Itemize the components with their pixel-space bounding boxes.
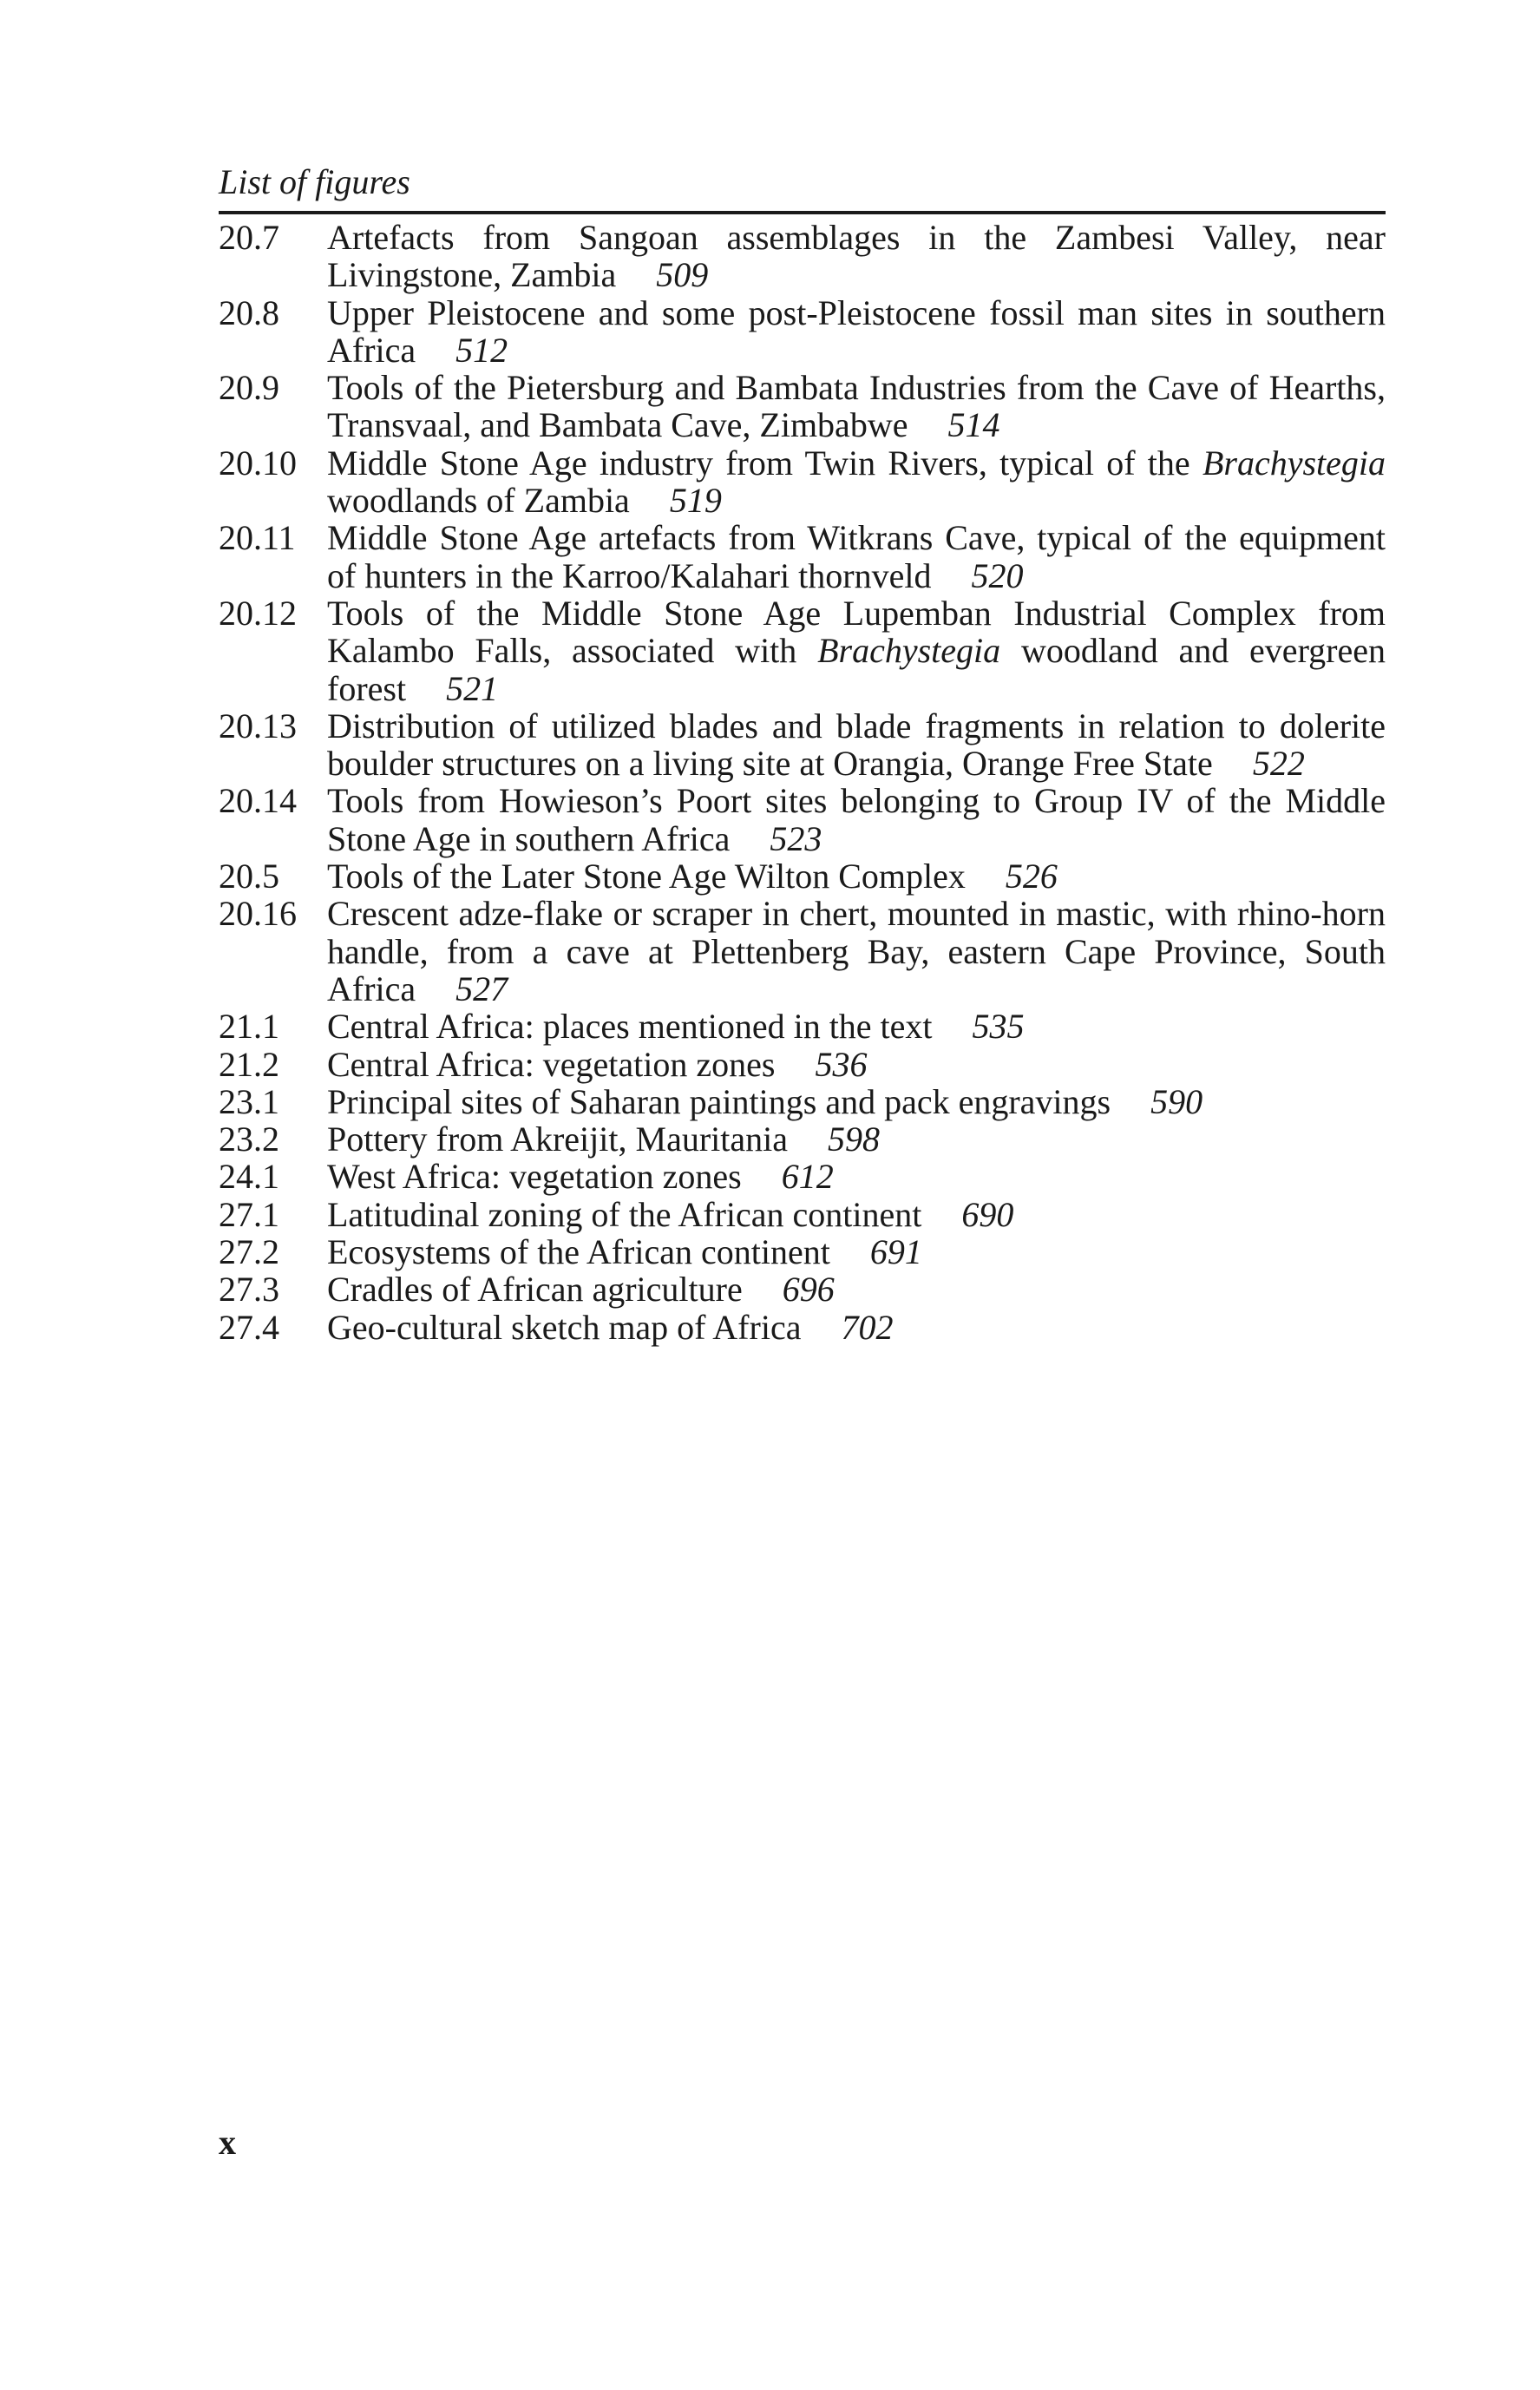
figure-entry: [219, 219, 1386, 294]
page-number: 598: [828, 1119, 880, 1159]
figure-caption: [327, 444, 1386, 520]
caption-text: Geo-cultural sketch map of Africa: [327, 1307, 802, 1347]
page-number: 509: [656, 255, 709, 295]
figure-number: 20.16: [219, 894, 297, 934]
running-header: List of figures: [219, 162, 410, 201]
figure-caption: [327, 1158, 1386, 1195]
page-number: 519: [669, 481, 722, 521]
figure-caption: [327, 1271, 1386, 1308]
page-number: 512: [455, 330, 508, 370]
figure-entry: [219, 1120, 1386, 1158]
page-number: 527: [455, 968, 508, 1008]
figure-number: 20.7: [219, 218, 279, 257]
caption-text: Pottery from Akreijit, Mauritania: [327, 1119, 788, 1159]
figure-caption: [327, 1008, 1386, 1045]
page-number: 523: [770, 818, 822, 858]
figure-caption: [327, 1120, 1386, 1158]
page-folio: x: [219, 2123, 236, 2162]
caption-text: woodlands of Zambia: [327, 481, 630, 521]
header-rule: [219, 211, 1386, 214]
figure-entry: [219, 1158, 1386, 1195]
caption-text: Ecosystems of the African continent: [327, 1232, 830, 1272]
figure-entry: [219, 1196, 1386, 1233]
figure-number: 27.3: [219, 1270, 279, 1310]
figure-caption: [327, 294, 1386, 370]
caption-text: Tools of the Pietersburg and Bambata Industries from the Cave of Hearths, Transvaal, and Bambata Cave, Zimbabwe: [327, 368, 1386, 445]
page-number: 691: [869, 1232, 922, 1272]
page-number: 696: [782, 1270, 835, 1310]
caption-text: West Africa: vegetation zones: [327, 1157, 742, 1197]
figure-entry: [219, 1271, 1386, 1308]
figure-caption: [327, 1196, 1386, 1233]
figure-number: 23.1: [219, 1081, 279, 1121]
figure-entry: [219, 594, 1386, 707]
figure-entry: [219, 1046, 1386, 1083]
caption-text: Central Africa: places mentioned in the text: [327, 1007, 933, 1047]
figure-number: 20.14: [219, 781, 297, 821]
figure-entry: [219, 294, 1386, 370]
figure-caption: [327, 895, 1386, 1008]
caption-text: Crescent adze-flake or scraper in chert, mounted in mastic, with rhino-horn handle, from a cave at Plettenberg Bay, eastern Cape Province, South Africa: [327, 894, 1386, 1008]
caption-text: Cradles of African agriculture: [327, 1270, 743, 1310]
figure-caption: [327, 1083, 1386, 1120]
figure-list: [219, 219, 1386, 1346]
figure-number: 20.9: [219, 368, 279, 408]
italic-term: Brachystegia: [1202, 443, 1386, 483]
figure-number: 24.1: [219, 1157, 279, 1197]
figure-entry: [219, 857, 1386, 895]
figure-number: 20.13: [219, 706, 297, 745]
figure-number: 27.4: [219, 1307, 279, 1347]
figure-caption: [327, 857, 1386, 895]
figure-caption: [327, 782, 1386, 857]
figure-number: 23.2: [219, 1119, 279, 1159]
figure-entry: [219, 1233, 1386, 1271]
figure-caption: [327, 369, 1386, 444]
page-number: 702: [841, 1307, 894, 1347]
figure-entry: [219, 1309, 1386, 1346]
figure-caption: [327, 519, 1386, 594]
figure-entry: [219, 519, 1386, 594]
page-number: 526: [1005, 857, 1058, 896]
page-number: 590: [1150, 1081, 1203, 1121]
figure-number: 21.1: [219, 1007, 279, 1047]
caption-text: Tools of the Later Stone Age Wilton Complex: [327, 857, 966, 896]
figure-number: 20.11: [219, 518, 296, 558]
figure-number: 21.2: [219, 1044, 279, 1084]
page-number: 536: [815, 1044, 868, 1084]
figure-number: 20.8: [219, 292, 279, 332]
figure-entry: [219, 895, 1386, 1008]
caption-text: Tools from Howieson’s Poort sites belonging to Group IV of the Middle Stone Age in southern Africa: [327, 781, 1386, 858]
caption-text: Principal sites of Saharan paintings and pack engravings: [327, 1081, 1111, 1121]
caption-text: Central Africa: vegetation zones: [327, 1044, 776, 1084]
page-number: 522: [1252, 744, 1305, 784]
page-number: 612: [781, 1157, 834, 1197]
page-number: 690: [961, 1194, 1014, 1234]
caption-text: Artefacts from Sangoan assemblages in the Zambesi Valley, near Livingstone, Zambia: [327, 218, 1386, 295]
figure-entry: [219, 782, 1386, 857]
figure-entry: [219, 444, 1386, 520]
italic-term: Brachystegia: [817, 631, 1001, 671]
caption-text: Upper Pleistocene and some post-Pleistocene fossil man sites in southern Africa: [327, 292, 1386, 370]
figure-number: 27.1: [219, 1194, 279, 1234]
figure-caption: [327, 1046, 1386, 1083]
figure-entry: [219, 369, 1386, 444]
figure-entry: [219, 1008, 1386, 1045]
figure-number: 20.12: [219, 593, 297, 633]
page-number: 521: [446, 668, 499, 708]
caption-text: woodland and evergreen forest: [327, 631, 1386, 708]
caption-text: Middle Stone Age industry from Twin Rivers, typical of the: [327, 443, 1203, 483]
page-number: 514: [947, 405, 1000, 445]
page-number: 520: [971, 555, 1024, 595]
figure-entry: [219, 707, 1386, 783]
figure-caption: [327, 707, 1386, 783]
figure-caption: [327, 594, 1386, 707]
caption-text: Latitudinal zoning of the African continent: [327, 1194, 922, 1234]
figure-number: 20.10: [219, 443, 297, 483]
figure-entry: [219, 1083, 1386, 1120]
figure-number: 27.2: [219, 1232, 279, 1272]
figure-caption: [327, 1233, 1386, 1271]
caption-text: Middle Stone Age artefacts from Witkrans Cave, typical of the equipment of hunters in the Karroo/Kalahari thornveld: [327, 518, 1386, 595]
figure-caption: [327, 219, 1386, 294]
page-number: 535: [972, 1007, 1025, 1047]
caption-text: Distribution of utilized blades and blade fragments in relation to dolerite boulder structures on a living site at Orangia, Orange Free State: [327, 706, 1386, 784]
figure-number: 20.5: [219, 857, 279, 896]
figure-caption: [327, 1309, 1386, 1346]
caption-text: Tools of the Middle Stone Age Lupemban Industrial Complex from Kalambo Falls, associated with: [327, 593, 1386, 671]
